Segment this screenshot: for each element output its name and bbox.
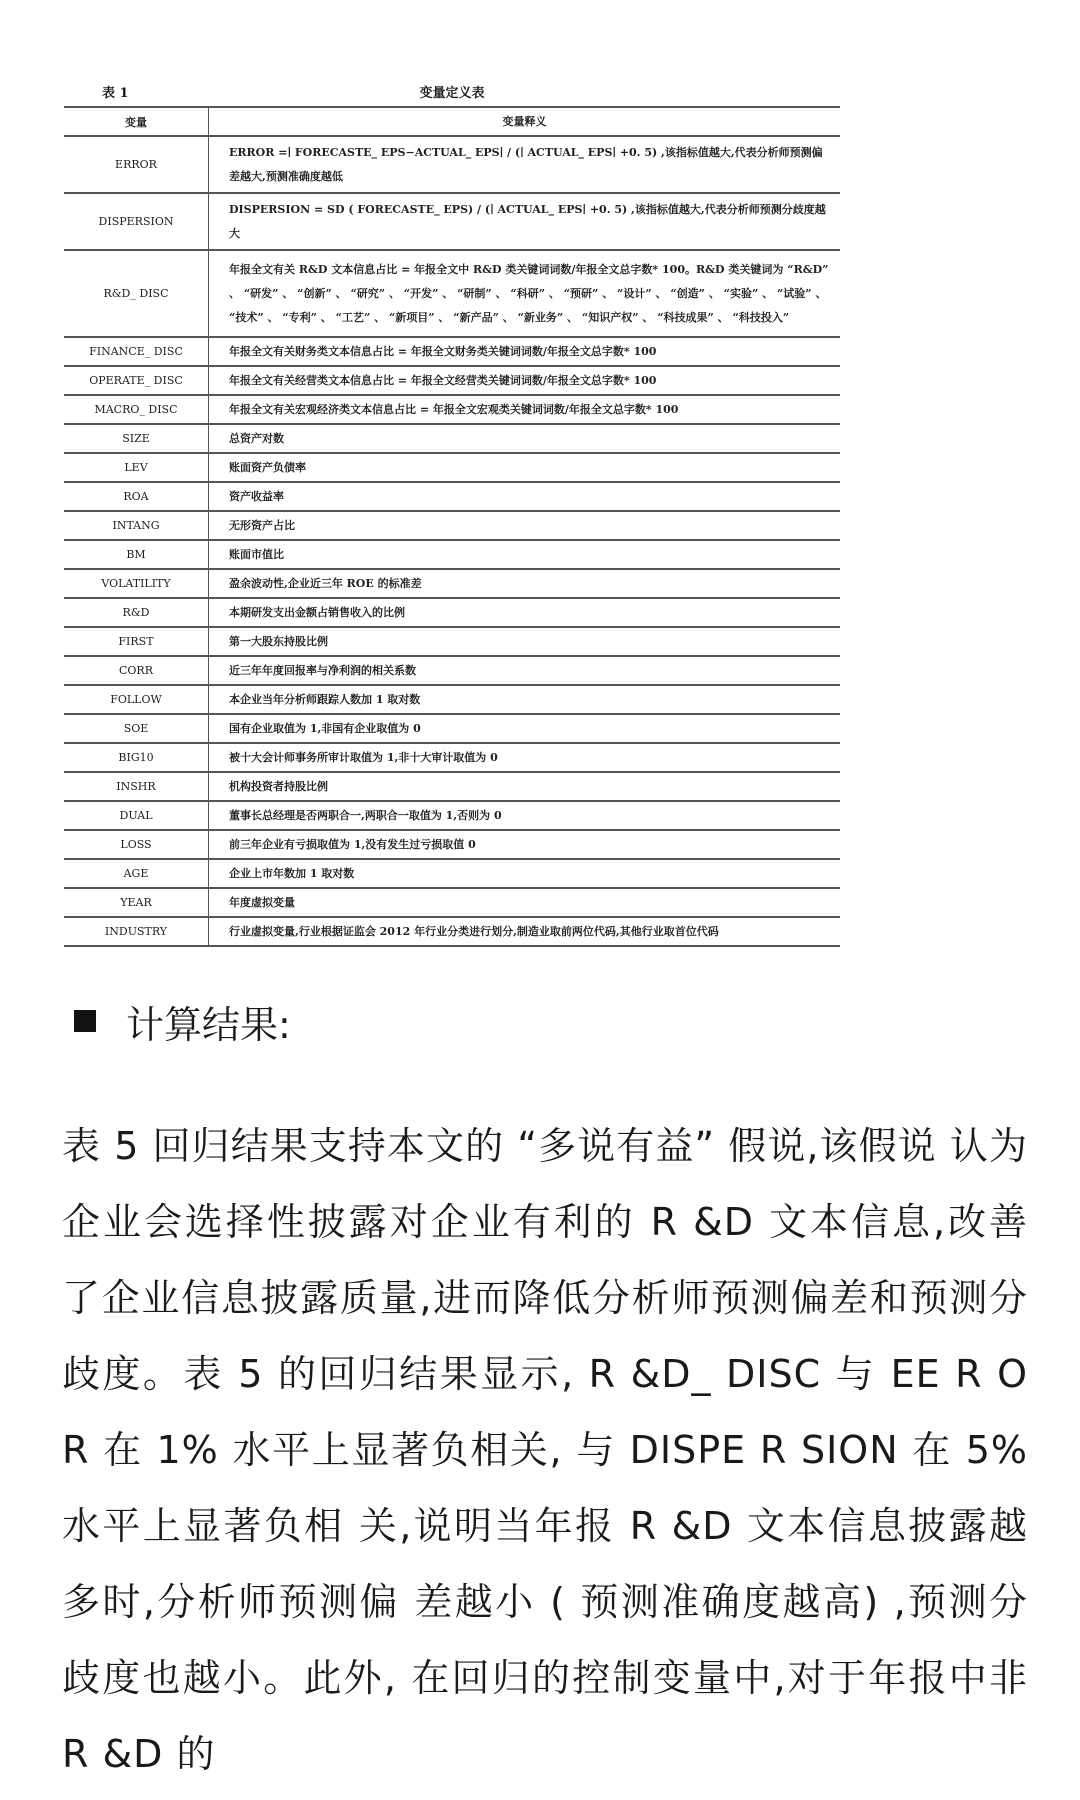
header-variable: 变量 (64, 107, 209, 136)
table-row (64, 772, 840, 801)
variable-name: R&D (64, 598, 209, 627)
variable-name: AGE (64, 859, 209, 888)
table-row (64, 598, 840, 627)
square-bullet-icon (74, 1010, 96, 1032)
table-row (64, 917, 840, 946)
variable-definition: 第一大股东持股比例 (209, 627, 841, 656)
variable-definition: 被十大会计师事务所审计取值为 1,非十大审计取值为 0 (209, 743, 841, 772)
variable-definition: 盈余波动性,企业近三年 ROE 的标准差 (209, 569, 841, 598)
variable-definition: 年度虚拟变量 (209, 888, 841, 917)
table-title: 变量定义表 (419, 86, 485, 101)
variable-name: DISPERSION (64, 193, 209, 250)
variable-name: FINANCE_ DISC (64, 337, 209, 366)
variable-definition: 年报全文有关宏观经济类文本信息占比 = 年报全文宏观类关键词词数/年报全文总字数* 100 (209, 395, 841, 424)
variable-name: INTANG (64, 511, 209, 540)
variable-name: VOLATILITY (64, 569, 209, 598)
table-row (64, 337, 840, 366)
body-paragraph: 表 5 回归结果支持本文的 “多说有益” 假说,该假说 认为企业会选择性披露对企业有利的 R &D 文本信息,改善 了企业信息披露质量,进而降低分析师预测偏差和预测分 歧度。表 5 的回归结果显示, R &D_ DISC 与 EE R O R 在 1% 水平上显著负相关, 与 DISPE R SION 在 5%水平上显著负相 关,说明当年报 R &D 文本信息披露越多时,分析师预测偏 差越小 ( 预测准确度越高) ,预测分歧度也越小。此外, 在回归的控制变量中,对于年报中非 R &D 的 (62, 1124, 1028, 1776)
table-row (64, 685, 840, 714)
table-row (64, 540, 840, 569)
table-row (64, 830, 840, 859)
header-definition: 变量释义 (209, 107, 841, 136)
variable-definition: 机构投资者持股比例 (209, 772, 841, 801)
variable-name: MACRO_ DISC (64, 395, 209, 424)
table-row (64, 569, 840, 598)
variable-name: FIRST (64, 627, 209, 656)
variable-name: DUAL (64, 801, 209, 830)
variable-definition: 无形资产占比 (209, 511, 841, 540)
section-heading-text: 计算结果: (126, 1002, 291, 1047)
variable-definition: 资产收益率 (209, 482, 841, 511)
variable-definition: 年报全文有关 R&D 文本信息占比 = 年报全文中 R&D 类关键词词数/年报全文总字数* 100。R&D 类关键词为 “R&D” 、 “研发” 、 “创新” 、 “研究” 、 “开发” 、 “研制” 、 “科研” 、 “预研” 、 “设计” 、 “创造” 、 “实验” 、 “试验” 、 “技术” 、 “专利” 、 “工艺” 、 “新项目” 、 “新产品” 、 “新业务” 、 “知识产权” 、 “科技成果” 、 “科技投入” (209, 250, 841, 337)
variable-definition: 行业虚拟变量,行业根据证监会 2012 年行业分类进行划分,制造业取前两位代码,其他行业取首位代码 (209, 917, 841, 946)
table-row (64, 743, 840, 772)
table-row (64, 801, 840, 830)
variable-definition: 企业上市年数加 1 取对数 (209, 859, 841, 888)
table-row (64, 250, 840, 337)
table-row (64, 656, 840, 685)
variable-name: YEAR (64, 888, 209, 917)
table-row (64, 511, 840, 540)
variable-definition: 国有企业取值为 1,非国有企业取值为 0 (209, 714, 841, 743)
table-row (64, 888, 840, 917)
variable-definition-table (64, 106, 840, 947)
variable-name: LOSS (64, 830, 209, 859)
variable-name: INSHR (64, 772, 209, 801)
variable-definition: 近三年年度回报率与净利润的相关系数 (209, 656, 841, 685)
variable-definition: 年报全文有关经营类文本信息占比 = 年报全文经营类关键词词数/年报全文总字数* 100 (209, 366, 841, 395)
variable-name: OPERATE_ DISC (64, 366, 209, 395)
table-row (64, 193, 840, 250)
variable-name: ROA (64, 482, 209, 511)
variable-name: CORR (64, 656, 209, 685)
variable-definition: 年报全文有关财务类文本信息占比 = 年报全文财务类关键词词数/年报全文总字数* 100 (209, 337, 841, 366)
variable-name: SOE (64, 714, 209, 743)
table-row (64, 424, 840, 453)
table-row (64, 714, 840, 743)
table-row (64, 453, 840, 482)
table-row (64, 366, 840, 395)
variable-name: FOLLOW (64, 685, 209, 714)
variable-definition: 本期研发支出金额占销售收入的比例 (209, 598, 841, 627)
table-number: 表 1 (102, 86, 129, 101)
table-row (64, 627, 840, 656)
table-row (64, 136, 840, 193)
section-heading (74, 996, 291, 1046)
variable-name: R&D_ DISC (64, 250, 209, 337)
variable-definition: 总资产对数 (209, 424, 841, 453)
variable-definition: ERROR =∣ FORECASTE_ EPS−ACTUAL_ EPS∣ / (∣ ACTUAL_ EPS∣ +0. 5) ,该指标值越大,代表分析师预测偏差越大,预测准确度越低 (209, 136, 841, 193)
table-header-row (64, 107, 840, 136)
variable-name: ERROR (64, 136, 209, 193)
table-row (64, 395, 840, 424)
variable-definition: DISPERSION = SD ( FORECASTE_ EPS) / (∣ ACTUAL_ EPS∣ +0. 5) ,该指标值越大,代表分析师预测分歧度越大 (209, 193, 841, 250)
variable-name: LEV (64, 453, 209, 482)
table-row (64, 859, 840, 888)
variable-definition: 董事长总经理是否两职合一,两职合一取值为 1,否则为 0 (209, 801, 841, 830)
variable-definition: 账面市值比 (209, 540, 841, 569)
variable-name: INDUSTRY (64, 917, 209, 946)
table-row (64, 482, 840, 511)
variable-name: BM (64, 540, 209, 569)
variable-definition: 本企业当年分析师跟踪人数加 1 取对数 (209, 685, 841, 714)
variable-name: BIG10 (64, 743, 209, 772)
variable-definition: 前三年企业有亏损取值为 1,没有发生过亏损取值 0 (209, 830, 841, 859)
variable-definition: 账面资产负债率 (209, 453, 841, 482)
table-caption (64, 80, 840, 104)
variable-name: SIZE (64, 424, 209, 453)
